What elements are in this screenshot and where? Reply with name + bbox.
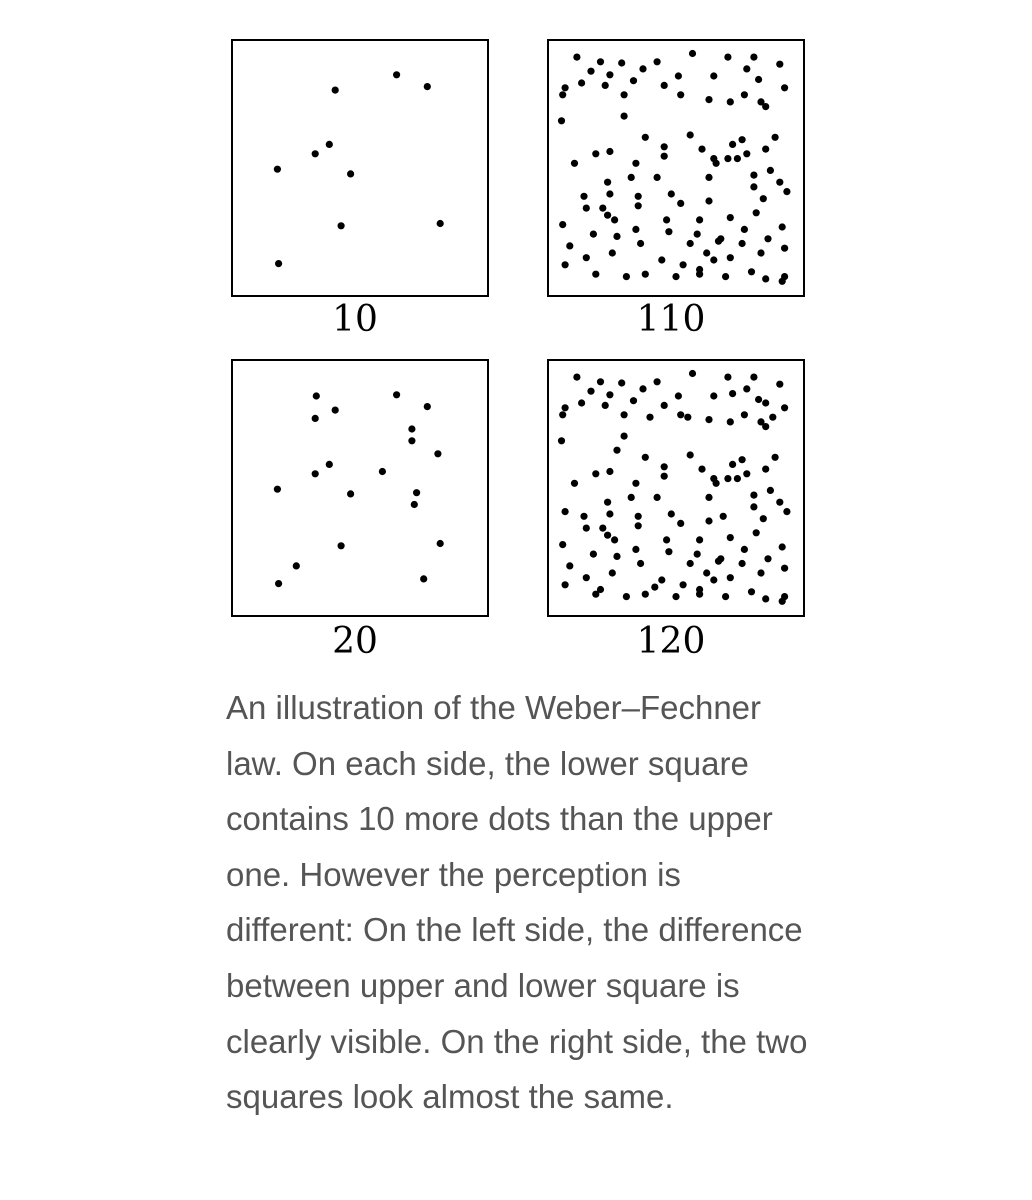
dot [592,150,599,157]
dot [293,562,300,569]
dot [275,260,282,267]
dot [558,117,565,124]
dot [332,407,339,414]
dot [578,79,585,86]
dot [727,254,734,261]
dot [705,174,712,181]
dot [661,153,668,160]
dot [639,65,646,72]
dot [635,522,642,529]
dot [705,517,712,524]
dot [757,249,764,256]
dot [689,370,696,377]
dot [781,404,788,411]
dot [705,416,712,423]
dot [434,450,441,457]
panel-label-upper-left: 10 [332,299,378,340]
dot [762,466,769,473]
dot [559,541,566,548]
dot [767,487,774,494]
dot [710,256,717,263]
dot [776,499,783,506]
dot [437,540,444,547]
dot [703,569,710,576]
dot [665,228,672,235]
dot [312,470,319,477]
dot [750,54,757,61]
dot [694,231,701,238]
dot [772,454,779,461]
dot [654,174,661,181]
dot [635,202,642,209]
dot [762,146,769,153]
dot [687,560,694,567]
dot [654,494,661,501]
dot [573,374,580,381]
dot [755,396,762,403]
dot [762,595,769,602]
dot [559,91,566,98]
dot [663,536,670,543]
dot [663,216,670,223]
dot [558,437,565,444]
dot [713,480,720,487]
dot [767,167,774,174]
dot [729,390,736,397]
dot [750,172,757,179]
dot [724,374,731,381]
dot [420,575,427,582]
dot [705,494,712,501]
dot [592,271,599,278]
dot [661,402,668,409]
dot [566,242,573,249]
dot [741,411,748,418]
dot [696,266,703,273]
dot [623,593,630,600]
dot [602,82,609,89]
dot [312,415,319,422]
dot-panels [226,34,812,666]
weber-fechner-figure [226,34,812,666]
dot [635,513,642,520]
dot [750,492,757,499]
dot [583,254,590,261]
dot [621,113,628,120]
dot [710,72,717,79]
dot [562,581,569,588]
dot [750,183,757,190]
dot [743,470,750,477]
dot [713,160,720,167]
dot [621,411,628,418]
dot [604,179,611,186]
dot [347,490,354,497]
dot [755,76,762,83]
dot [609,249,616,256]
dot [668,510,675,517]
dot [781,565,788,572]
dot [623,273,630,280]
dot [741,91,748,98]
dot [680,261,687,268]
dot [748,588,755,595]
dot [694,551,701,558]
dot [599,205,606,212]
dot [743,150,750,157]
dot [599,525,606,532]
dot [632,160,639,167]
dot [705,96,712,103]
dot [413,489,420,496]
panel-label-upper-right: 110 [636,299,706,340]
dot [642,134,649,141]
dot [672,593,679,600]
dot [637,560,644,567]
dot [393,71,400,78]
dot [583,525,590,532]
dot [677,200,684,207]
dot [604,499,611,506]
dot [583,574,590,581]
dot [734,475,741,482]
dot [274,166,281,173]
dot [753,209,760,216]
dot [781,84,788,91]
dot [424,83,431,90]
dot [665,548,672,555]
dot [783,508,790,515]
dot [628,494,635,501]
dot [654,378,661,385]
dot [618,59,625,66]
dot [680,581,687,588]
dot [379,468,386,475]
dot [571,480,578,487]
panel-upper-left [232,40,488,296]
dot [762,275,769,282]
dot [597,58,604,65]
dot [783,188,790,195]
dot [611,216,618,223]
dot [762,399,769,406]
dot [597,378,604,385]
dot [639,385,646,392]
dot [776,61,783,68]
dot [618,379,625,386]
dot [748,268,755,275]
dot [757,98,764,105]
dot [606,468,613,475]
dot [698,466,705,473]
panel-lower-right [548,360,804,616]
dot [597,586,604,593]
dot [611,536,618,543]
dot [628,174,635,181]
dot [750,374,757,381]
dot [326,461,333,468]
dot [580,193,587,200]
dot [559,411,566,418]
panel-label-lower-right: 120 [636,621,706,662]
dot [724,54,731,61]
dot [739,136,746,143]
dot [715,558,722,565]
dot [338,222,345,229]
dot [757,418,764,425]
dot [677,411,684,418]
dot [781,593,788,600]
dot [621,433,628,440]
dot [687,131,694,138]
dot [658,576,665,583]
dot [672,273,679,280]
dot [696,536,703,543]
dot [609,569,616,576]
dot [710,576,717,583]
dot [602,402,609,409]
dot [408,425,415,432]
dot [590,231,597,238]
panel-frame [232,40,488,296]
dot [687,240,694,247]
dot [689,50,696,57]
dot [587,388,594,395]
dot [684,414,691,421]
dot [573,54,580,61]
dot [613,233,620,240]
dot [760,195,767,202]
dot [727,98,734,105]
dot [580,513,587,520]
dot [562,84,569,91]
dot [583,205,590,212]
dot [727,534,734,541]
dot [729,141,736,148]
dot [741,226,748,233]
dot [757,569,764,576]
dot [734,155,741,162]
dot [637,240,644,247]
dot [606,190,613,197]
dot [668,190,675,197]
dot [347,170,354,177]
dot [578,399,585,406]
dot [729,461,736,468]
dot [566,562,573,569]
dot [781,245,788,252]
dot [630,77,637,84]
dot [720,513,727,520]
dot [779,543,786,550]
dot [274,486,281,493]
dot [743,385,750,392]
dot [312,150,319,157]
dot [661,463,668,470]
dot [411,501,418,508]
dot [632,546,639,553]
dot [696,586,703,593]
dot [646,414,653,421]
dot [710,392,717,399]
dot [590,551,597,558]
dot [632,480,639,487]
dot [776,179,783,186]
dot [621,91,628,98]
dot [658,256,665,263]
dot [675,72,682,79]
panel-lower-left [232,360,488,616]
dot [604,212,611,219]
dot [727,418,734,425]
dot [562,404,569,411]
dot [715,238,722,245]
dot [587,68,594,75]
figure-caption: An illustration of the Weber–Fechner law. On each side, the lower square contains 10 more dots than the upper one. However the perception is different: On the left side, the difference between upper and lower square is clearly visible. On the right side, the two squares look almost the same. [226,689,808,1116]
dot [724,475,731,482]
dot [606,391,613,398]
dot [772,134,779,141]
dot [753,529,760,536]
panel-label-lower-left: 20 [332,621,378,662]
dot [642,271,649,278]
dot [559,221,566,228]
dot [739,456,746,463]
dot [743,65,750,72]
dot [642,591,649,598]
dot [326,141,333,148]
dot [727,574,734,581]
dot [677,520,684,527]
dot [661,473,668,480]
dot [437,220,444,227]
dot [661,143,668,150]
dot [698,146,705,153]
dot [613,553,620,560]
dot [642,454,649,461]
dot [408,437,415,444]
dot [687,451,694,458]
dot [562,261,569,268]
dot [739,240,746,247]
dot [613,447,620,454]
dot [764,555,771,562]
dot [632,226,639,233]
dot [635,193,642,200]
panel-upper-right [548,40,804,296]
dot [677,91,684,98]
dot [764,235,771,242]
dot [722,593,729,600]
dot [705,197,712,204]
dot [338,542,345,549]
dot [393,391,400,398]
dot [571,160,578,167]
dot [769,414,776,421]
dot [606,71,613,78]
dot [696,216,703,223]
dot [703,249,710,256]
dot [722,273,729,280]
dot [727,214,734,221]
dot [606,148,613,155]
dot [606,510,613,517]
dot [630,397,637,404]
dot [741,546,748,553]
dot [739,560,746,567]
dot [604,532,611,539]
dot [661,82,668,89]
dot [592,470,599,477]
dot [776,381,783,388]
dot [651,584,658,591]
panel-frame [232,360,488,616]
dot [724,155,731,162]
dot [675,392,682,399]
dot [781,273,788,280]
dot [654,58,661,65]
dot [750,503,757,510]
dot [313,392,320,399]
dot [562,508,569,515]
dot [275,580,282,587]
dot [779,223,786,230]
dot [332,87,339,94]
dot [424,403,431,410]
dot [760,515,767,522]
